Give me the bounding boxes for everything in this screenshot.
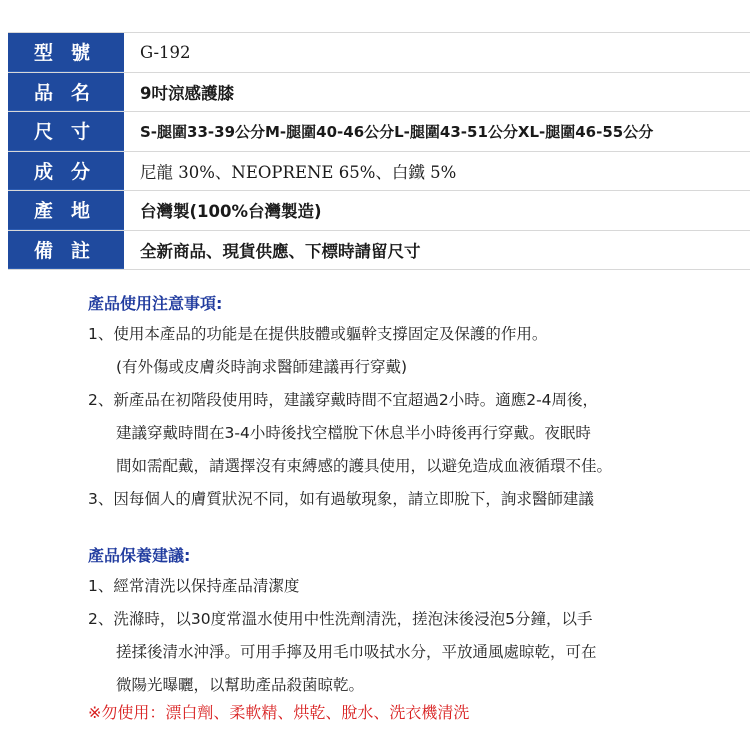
- care-title: 產品保養建議:: [88, 546, 191, 565]
- spec-row-model: [8, 32, 750, 72]
- spec-table: [8, 32, 750, 270]
- usage-line: 1、使用本產品的功能是在提供肢體或軀幹支撐固定及保護的作用。: [88, 325, 548, 343]
- spec-label: 成分: [8, 152, 124, 191]
- care-line: 2、洗滌時，以30度常溫水使用中性洗劑清洗，搓泡沫後浸泡5分鐘，以手: [88, 610, 593, 628]
- spec-row-name: [8, 72, 750, 112]
- usage-line: (有外傷或皮膚炎時詢求醫師建議再行穿戴): [116, 358, 408, 376]
- spec-value: 9吋涼感護膝: [140, 83, 234, 103]
- care-warning: ※勿使用：漂白劑、柔軟精、烘乾、脫水、洗衣機清洗: [88, 703, 470, 722]
- spec-value: 尼龍 30%、NEOPRENE 65%、白鐵 5%: [140, 162, 457, 182]
- spec-label: 備註: [8, 231, 124, 270]
- care-line: 微陽光曝曬，以幫助產品殺菌晾乾。: [116, 676, 365, 694]
- care-line: 搓揉後清水沖淨。可用手擰及用毛巾吸拭水分，平放通風處晾乾，可在: [116, 643, 597, 661]
- spec-row-material: [8, 151, 750, 191]
- spec-row-size: [8, 111, 750, 151]
- spec-value: S-腿圍33-39公分M-腿圍40-46公分L-腿圍43-51公分XL-腿圍46-55公分: [140, 122, 654, 141]
- spec-label: 品名: [8, 73, 124, 112]
- care-line: 1、經常清洗以保持產品清潔度: [88, 577, 300, 595]
- spec-row-remarks: [8, 230, 750, 271]
- usage-line: 建議穿戴時間在3-4小時後找空檔脫下休息半小時後再行穿戴。夜眠時: [116, 424, 591, 442]
- spec-label: 型號: [8, 33, 124, 72]
- spec-label: 產地: [8, 191, 124, 230]
- spec-label: 尺寸: [8, 112, 124, 151]
- usage-line: 3、因每個人的膚質狀況不同，如有過敏現象，請立即脫下，詢求醫師建議: [88, 490, 594, 508]
- usage-line: 2、新產品在初階段使用時，建議穿戴時間不宜超過2小時。適應2-4周後，: [88, 391, 599, 409]
- usage-title: 產品使用注意事項:: [88, 294, 223, 313]
- spec-value: 全新商品、現貨供應、下標時請留尺寸: [140, 241, 421, 261]
- usage-line: 間如需配戴，請選擇沒有束縛感的護具使用，以避免造成血液循環不佳。: [116, 457, 613, 475]
- spec-value: 台灣製(100%台灣製造): [140, 202, 322, 222]
- spec-row-origin: [8, 190, 750, 230]
- spec-value: G-192: [140, 42, 191, 62]
